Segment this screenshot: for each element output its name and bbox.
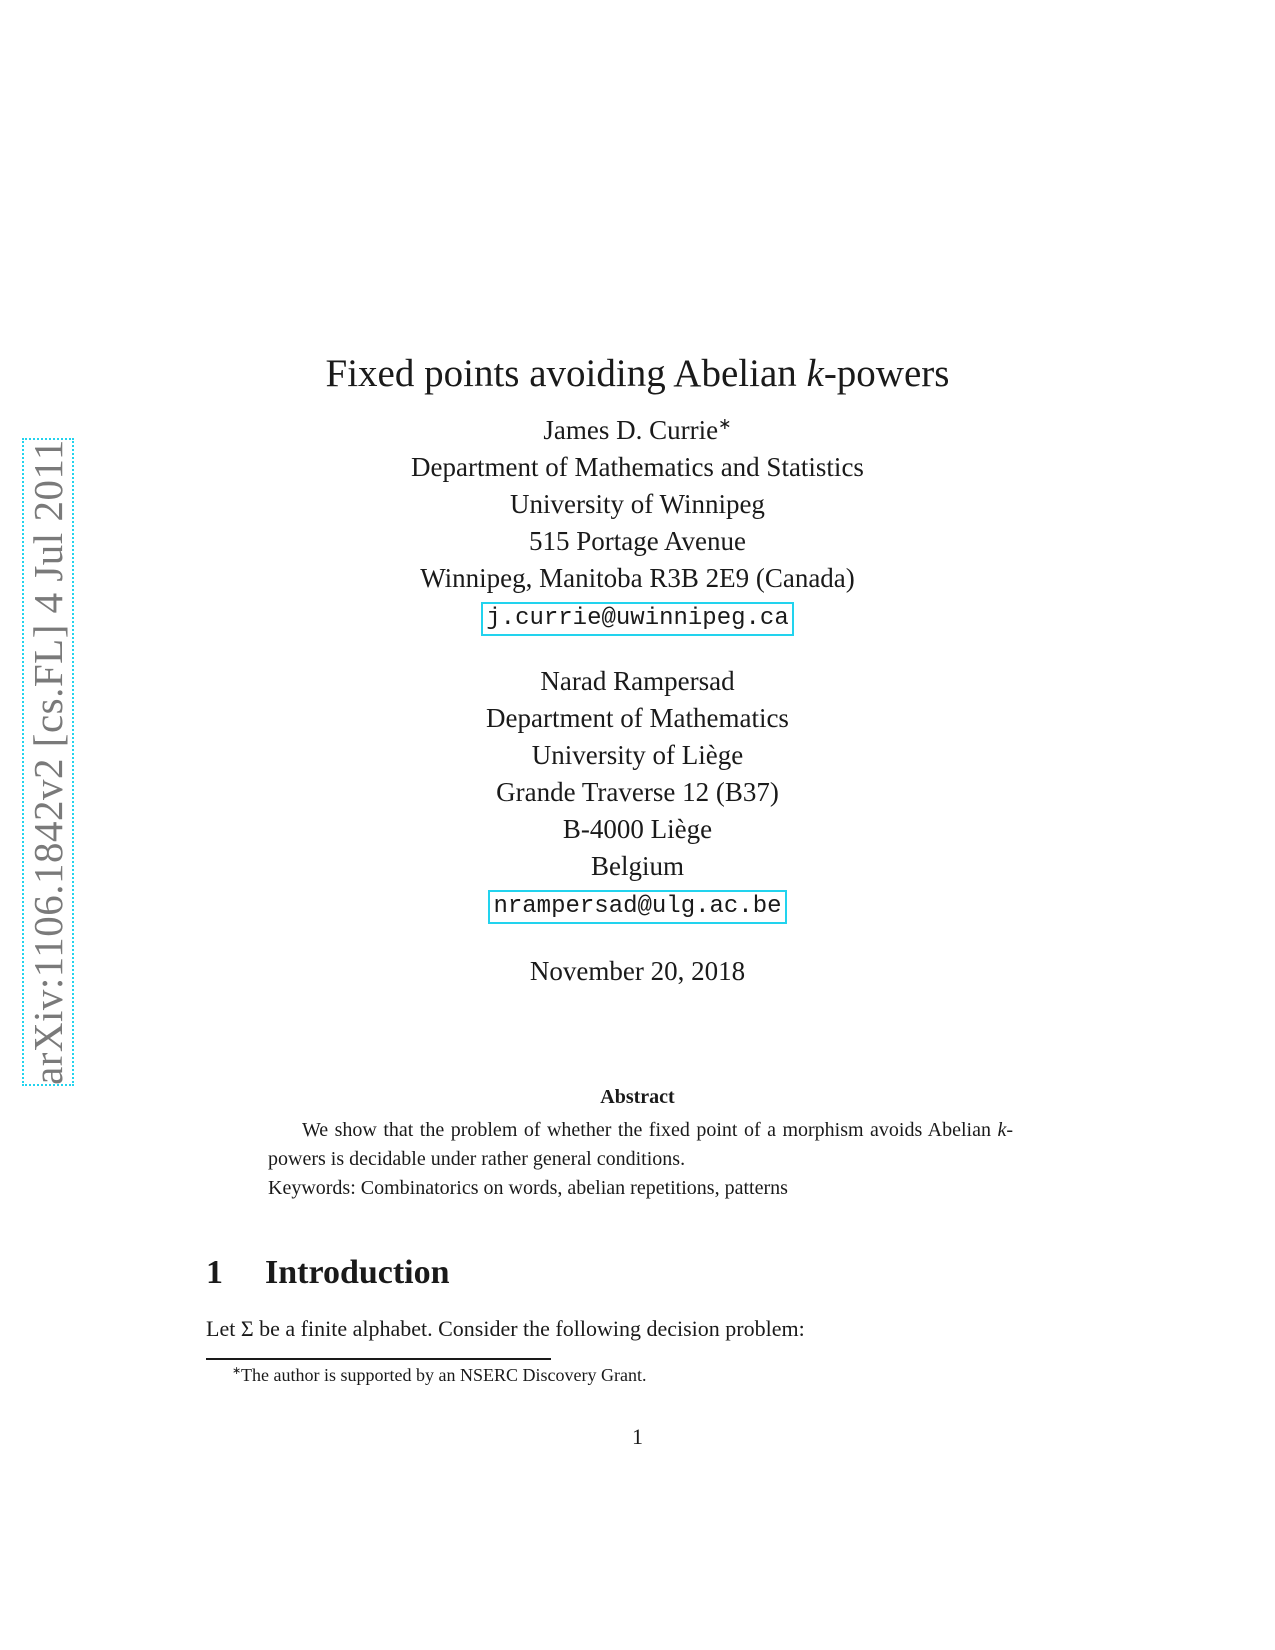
abstract-italic-k: k xyxy=(997,1119,1007,1141)
abstract-heading: Abstract xyxy=(600,1086,675,1108)
footnote-rule xyxy=(206,1358,551,1360)
abstract-text-part-1: We show that the problem of whether the fixed point of a morphism avoids Abelian xyxy=(302,1119,998,1141)
footnote xyxy=(232,1365,646,1386)
page-number: 1 xyxy=(632,1424,643,1449)
author-name: James D. Currie xyxy=(543,415,719,445)
body-paragraph: Let Σ be a finite alphabet. Consider the following decision problem: xyxy=(206,1316,805,1341)
affiliation-line: Belgium xyxy=(591,851,684,881)
abstract-text-part-2: -powers is decidable under rather general conditions. xyxy=(268,1119,1013,1170)
author-name: Narad Rampersad xyxy=(540,666,735,696)
author-email-link[interactable]: j.currie@uwinnipeg.ca xyxy=(481,602,793,636)
abstract-body xyxy=(268,1116,1013,1203)
section-heading xyxy=(206,1254,450,1292)
paper-date: November 20, 2018 xyxy=(529,956,746,986)
abstract-keywords: Keywords: Combinatorics on words, abelian repetitions, patterns xyxy=(268,1177,788,1199)
abstract-text xyxy=(268,1116,1013,1174)
author-email-link[interactable]: nrampersad@ulg.ac.be xyxy=(488,890,786,924)
section-number: 1 xyxy=(206,1254,223,1291)
author-name-line xyxy=(0,412,1275,449)
author-footnote-marker: ∗ xyxy=(718,415,732,433)
affiliation-line: University of Winnipeg xyxy=(510,489,765,519)
paper-title xyxy=(0,350,1275,398)
title-part-1: Fixed points avoiding Abelian xyxy=(325,352,807,395)
author-block-2 xyxy=(0,663,1275,924)
section-title: Introduction xyxy=(265,1254,450,1291)
affiliation-line: University of Liège xyxy=(531,740,744,770)
title-part-2: -powers xyxy=(823,352,950,395)
footnote-text: The author is supported by an NSERC Discovery Grant. xyxy=(241,1365,647,1385)
affiliation-line: Department of Mathematics and Statistics xyxy=(411,452,864,482)
affiliation-line: Winnipeg, Manitoba R3B 2E9 (Canada) xyxy=(420,563,855,593)
arxiv-stamp-text: arXiv:1106.1842v2 [cs.FL] 4 Jul 2011 xyxy=(25,439,71,1085)
author-block-1 xyxy=(0,412,1275,636)
affiliation-line: Grande Traverse 12 (B37) xyxy=(496,777,779,807)
affiliation-line: B-4000 Liège xyxy=(562,814,713,844)
affiliation-line: Department of Mathematics xyxy=(486,703,789,733)
footnote-marker: ∗ xyxy=(232,1365,242,1377)
affiliation-line: 515 Portage Avenue xyxy=(529,526,746,556)
title-italic-k: k xyxy=(806,352,824,395)
